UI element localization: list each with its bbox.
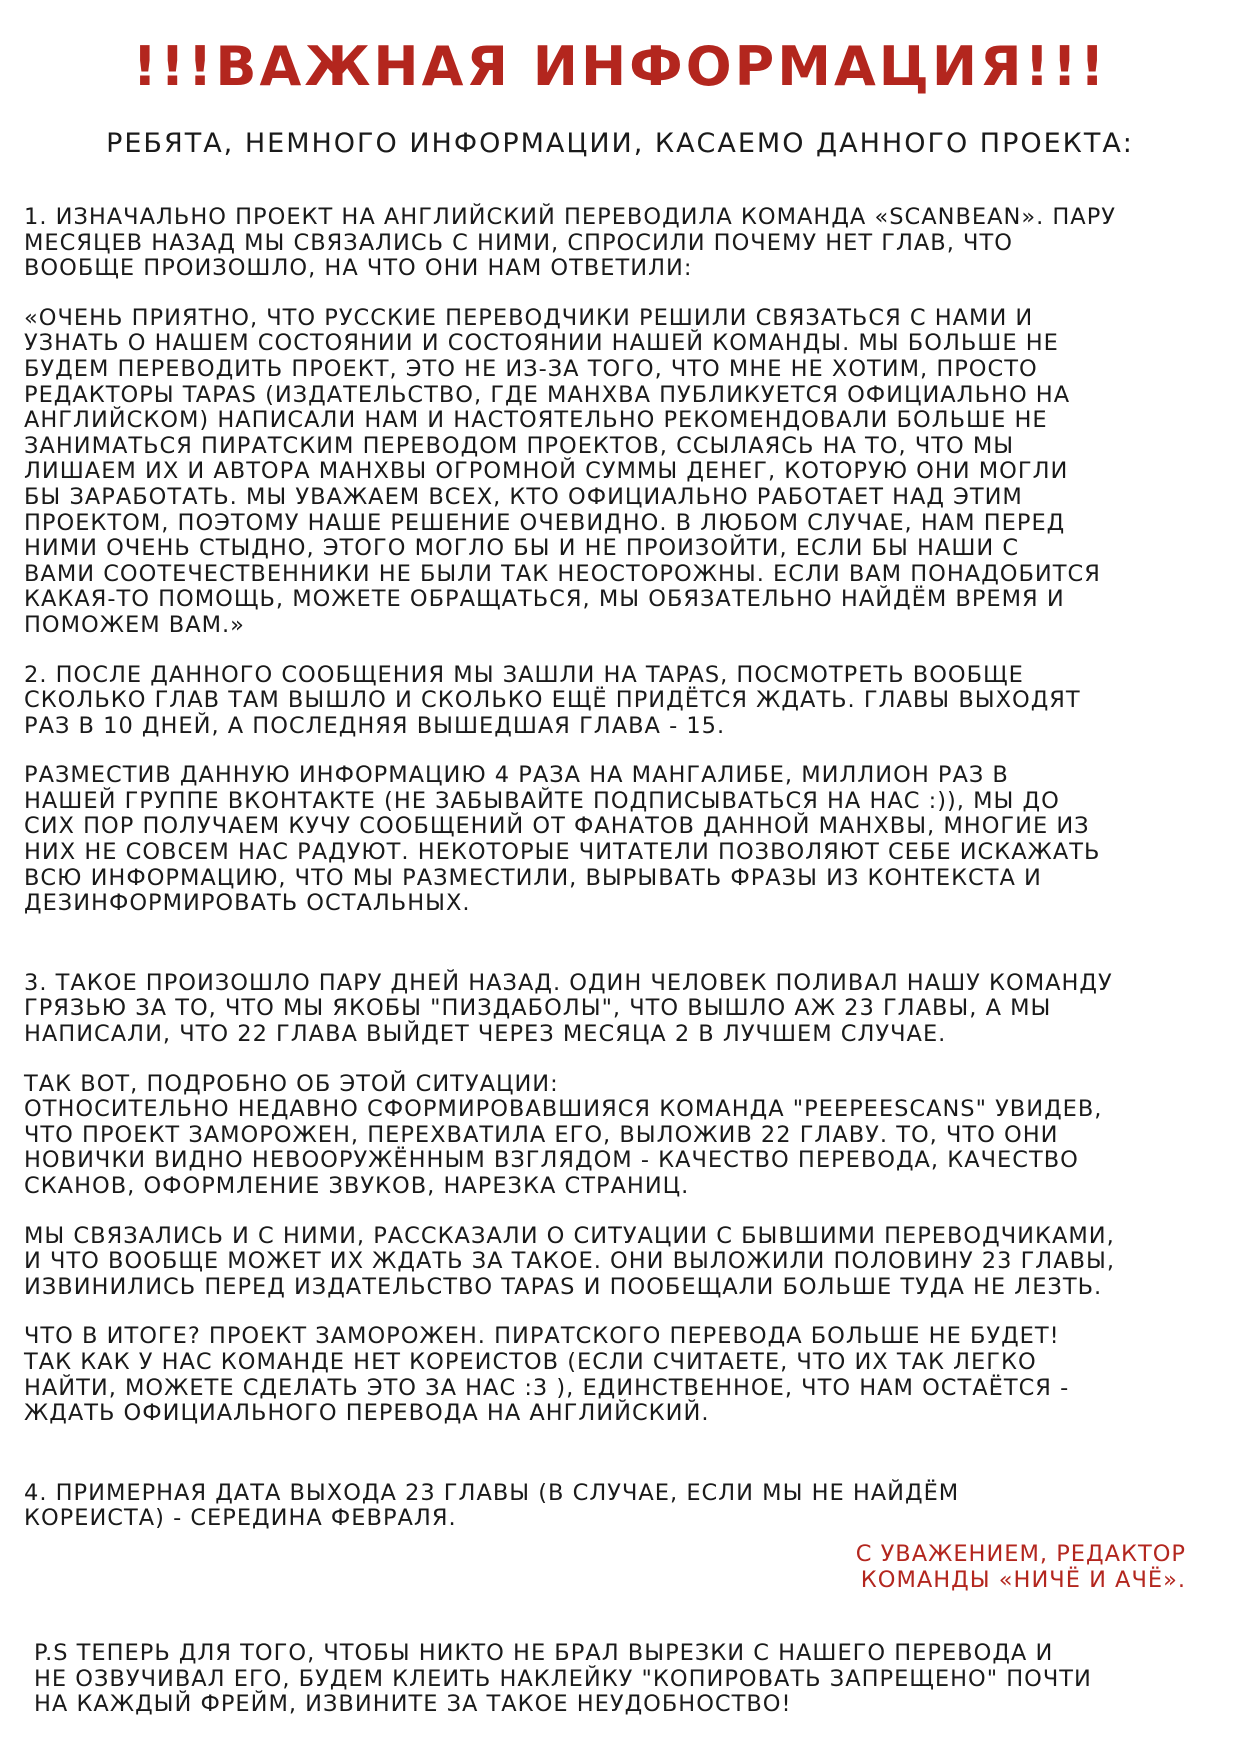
paragraph-1-intro: 1. ИЗНАЧАЛЬНО ПРОЕКТ НА АНГЛИЙСКИЙ ПЕРЕВОДИЛА КОМАНДА «SCANBEAN». ПАРУ МЕСЯЦЕВ НАЗАД МЫ СВЯЗАЛИСЬ С НИМИ, СПРОСИЛИ ПОЧЕМУ НЕТ ГЛАВ, ЧТО ВООБЩЕ ПРОИЗОШЛО, НА ЧТО ОНИ НАМ ОТВЕТИЛИ: bbox=[24, 204, 1116, 282]
signature: С УВАЖЕНИЕМ, РЕДАКТОР КОМАНДЫ «НИЧЁ И АЧЁ». bbox=[855, 1540, 1186, 1593]
paragraph-4: 4. ПРИМЕРНАЯ ДАТА ВЫХОДА 23 ГЛАВЫ (В СЛУЧАЕ, ЕСЛИ МЫ НЕ НАЙДЁМ КОРЕИСТА) - СЕРЕДИНА ФЕВРАЛЯ. bbox=[24, 1479, 960, 1532]
paragraph-2: 2. ПОСЛЕ ДАННОГО СООБЩЕНИЯ МЫ ЗАШЛИ НА TAPAS, ПОСМОТРЕТЬ ВООБЩЕ СКОЛЬКО ГЛАВ ТАМ ВЫШЛО И СКОЛЬКО ЕЩЁ ПРИДЁТСЯ ЖДАТЬ. ГЛАВЫ ВЫХОДЯТ РАЗ В 10 ДНЕЙ, А ПОСЛЕДНЯЯ ВЫШЕДШАЯ ГЛАВА - 15. bbox=[24, 661, 1081, 739]
postscript: P.S ТЕПЕРЬ ДЛЯ ТОГО, ЧТОБЫ НИКТО НЕ БРАЛ ВЫРЕЗКИ С НАШЕГО ПЕРЕВОДА И НЕ ОЗВУЧИВАЛ ЕГО, БУДЕМ КЛЕИТЬ НАКЛЕЙКУ "КОПИРОВАТЬ ЗАПРЕЩЕНО" ПОЧТИ НА КАЖДЫЙ ФРЕЙМ, ИЗВИНИТЕ ЗА ТАКОЕ НЕУДОБНОСТВО! bbox=[34, 1640, 1092, 1718]
paragraph-quote: «ОЧЕНЬ ПРИЯТНО, ЧТО РУССКИЕ ПЕРЕВОДЧИКИ РЕШИЛИ СВЯЗАТЬСЯ С НАМИ И УЗНАТЬ О НАШЕМ СОСТОЯНИИ И СОСТОЯНИИ НАШЕЙ КОМАНДЫ. МЫ БОЛЬШЕ НЕ БУДЕМ ПЕРЕВОДИТЬ ПРОЕКТ, ЭТО НЕ ИЗ-ЗА ТОГО, ЧТО МНЕ НЕ ХОТИМ, ПРОСТО РЕДАКТОРЫ TAPAS (ИЗДАТЕЛЬСТВО, ГДЕ МАНХВА ПУБЛИКУЕТСЯ ОФИЦИАЛЬНО НА АНГЛИЙСКОМ) НАПИСАЛИ НАМ И НАСТОЯТЕЛЬНО РЕКОМЕНДОВАЛИ БОЛЬШЕ НЕ ЗАНИМАТЬСЯ ПИРАТСКИМ ПЕРЕВОДОМ ПРОЕКТОВ, ССЫЛАЯСЬ НА ТО, ЧТО МЫ ЛИШАЕМ ИХ И АВТОРА МАНХВЫ ОГРОМНОЙ СУММЫ ДЕНЕГ, КОТОРУЮ ОНИ МОГЛИ БЫ ЗАРАБОТАТЬ. МЫ УВАЖАЕМ ВСЕХ, КТО ОФИЦИАЛЬНО РАБОТАЕТ НАД ЭТИМ ПРОЕКТОМ, ПОЭТОМУ НАШЕ РЕШЕНИЕ ОЧЕВИДНО. В ЛЮБОМ СЛУЧАЕ, НАМ ПЕРЕД НИМИ ОЧЕНЬ СТЫДНО, ЭТОГО МОГЛО БЫ И НЕ ПРОИЗОЙТИ, ЕСЛИ БЫ НАШИ С ВАМИ СООТЕЧЕСТВЕННИКИ НЕ БЫЛИ ТАК НЕОСТОРОЖНЫ. ЕСЛИ ВАМ ПОНАДОБИТСЯ КАКАЯ-ТО ПОМОЩЬ, МОЖЕТЕ ОБРАЩАТЬСЯ, МЫ ОБЯЗАТЕЛЬНО НАЙДЁМ ВРЕМЯ И ПОМОЖЕМ ВАМ.» bbox=[24, 304, 1101, 638]
paragraph-contact: МЫ СВЯЗАЛИСЬ И С НИМИ, РАССКАЗАЛИ О СИТУАЦИИ С БЫВШИМИ ПЕРЕВОДЧИКАМИ, И ЧТО ВООБЩЕ МОЖЕТ ИХ ЖДАТЬ ЗА ТАКОЕ. ОНИ ВЫЛОЖИЛИ ПОЛОВИНУ 23 ГЛАВЫ, ИЗВИНИЛИСЬ ПЕРЕД ИЗДАТЕЛЬСТВО TAPAS И ПООБЕЩАЛИ БОЛЬШЕ ТУДА НЕ ЛЕЗТЬ. bbox=[24, 1222, 1116, 1300]
paragraph-situation: ТАК ВОТ, ПОДРОБНО ОБ ЭТОЙ СИТУАЦИИ: ОТНОСИТЕЛЬНО НЕДАВНО СФОРМИРОВАВШИЯСЯ КОМАНДА "PEEPEESCANS" УВИДЕВ, ЧТО ПРОЕКТ ЗАМОРОЖЕН, ПЕРЕХВАТИЛА ЕГО, ВЫЛОЖИВ 22 ГЛАВУ. ТО, ЧТО ОНИ НОВИЧКИ ВИДНО НЕВООРУЖЁННЫМ ВЗГЛЯДОМ - КАЧЕСТВО ПЕРЕВОДА, КАЧЕСТВО СКАНОВ, ОФОРМЛЕНИЕ ЗВУКОВ, НАРЕЗКА СТРАНИЦ. bbox=[24, 1070, 1103, 1199]
page-title: !!!ВАЖНАЯ ИНФОРМАЦИЯ!!! bbox=[132, 35, 1108, 98]
page-subtitle: РЕБЯТА, НЕМНОГО ИНФОРМАЦИИ, КАСАЕМО ДАННОГО ПРОЕКТА: bbox=[106, 128, 1134, 159]
paragraph-result: ЧТО В ИТОГЕ? ПРОЕКТ ЗАМОРОЖЕН. ПИРАТСКОГО ПЕРЕВОДА БОЛЬШЕ НЕ БУДЕТ! ТАК КАК У НАС КОМАНДЕ НЕТ КОРЕИСТОВ (ЕСЛИ СЧИТАЕТЕ, ЧТО ИХ ТАК ЛЕГКО НАЙТИ, МОЖЕТЕ СДЕЛАТЬ ЭТО ЗА НАС :3 ), ЕДИНСТВЕННОЕ, ЧТО НАМ ОСТАЁТСЯ - ЖДАТЬ ОФИЦИАЛЬНОГО ПЕРЕВОДА НА АНГЛИЙСКИЙ. bbox=[24, 1323, 1070, 1427]
paragraph-3: 3. ТАКОЕ ПРОИЗОШЛО ПАРУ ДНЕЙ НАЗАД. ОДИН ЧЕЛОВЕК ПОЛИВАЛ НАШУ КОМАНДУ ГРЯЗЬЮ ЗА ТО, ЧТО МЫ ЯКОБЫ "ПИЗДАБОЛЫ", ЧТО ВЫШЛО АЖ 23 ГЛАВЫ, А МЫ НАПИСАЛИ, ЧТО 22 ГЛАВА ВЫЙДЕТ ЧЕРЕЗ МЕСЯЦА 2 В ЛУЧШЕМ СЛУЧАЕ. bbox=[24, 969, 1113, 1048]
paragraph-mangalib: РАЗМЕСТИВ ДАННУЮ ИНФОРМАЦИЮ 4 РАЗА НА МАНГАЛИБЕ, МИЛЛИОН РАЗ В НАШЕЙ ГРУППЕ ВКОНТАКТЕ (НЕ ЗАБЫВАЙТЕ ПОДПИСЫВАТЬСЯ НА НАС :)), МЫ ДО СИХ ПОР ПОЛУЧАЕМ КУЧУ СООБЩЕНИЙ ОТ ФАНАТОВ ДАННОЙ МАНХВЫ, МНОГИЕ ИЗ НИХ НЕ СОВСЕМ НАС РАДУЮТ. НЕКОТОРЫЕ ЧИТАТЕЛИ ПОЗВОЛЯЮТ СЕБЕ ИСКАЖАТЬ ВСЮ ИНФОРМАЦИЮ, ЧТО МЫ РАЗМЕСТИЛИ, ВЫРЫВАТЬ ФРАЗЫ ИЗ КОНТЕКСТА И ДЕЗИНФОРМИРОВАТЬ ОСТАЛЬНЫХ. bbox=[24, 762, 1101, 917]
